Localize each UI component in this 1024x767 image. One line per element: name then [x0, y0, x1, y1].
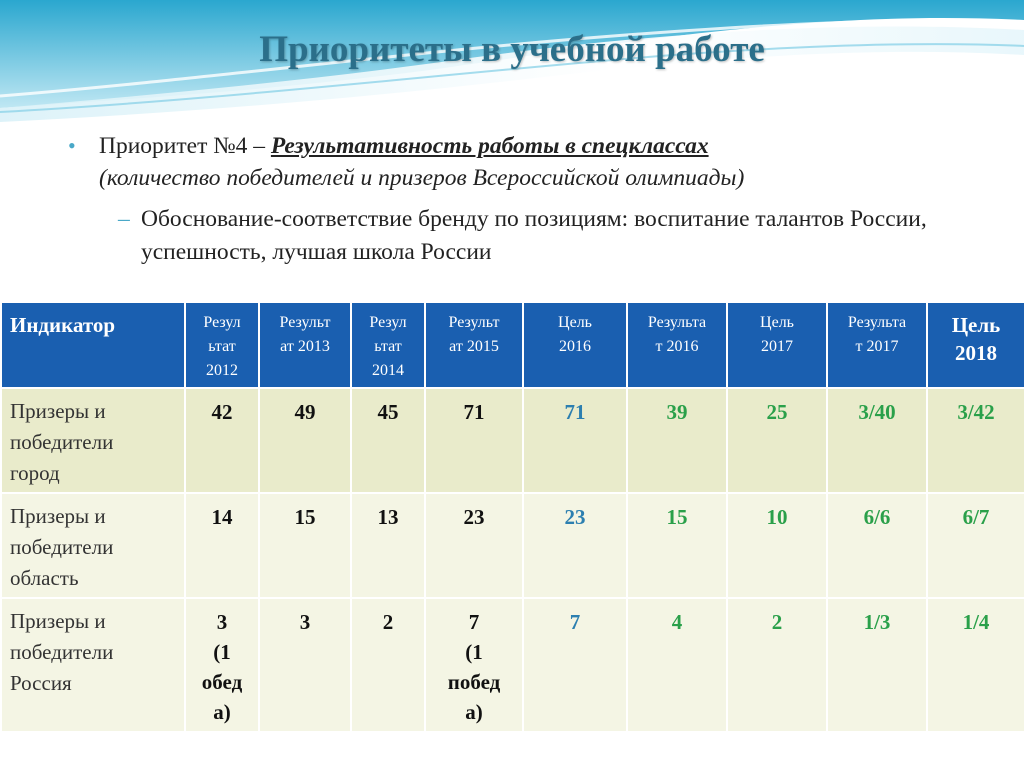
text-line: 71 [463, 400, 485, 424]
table-row [1, 388, 1024, 493]
text-line: 45 [377, 400, 399, 424]
table-row [1, 493, 1024, 598]
text-line: город [10, 461, 60, 485]
text-line: Цель [760, 314, 794, 331]
text-line: 6/6 [863, 505, 891, 529]
priority-bullet [68, 130, 1002, 194]
table-cell [727, 598, 827, 732]
table-cell [425, 388, 523, 493]
text-line: 13 [377, 505, 399, 529]
text-line: 1/4 [962, 610, 990, 634]
text-line: ьтат [374, 338, 402, 355]
text-line: Индикатор [10, 313, 116, 337]
text-line: 7 [468, 610, 480, 634]
text-line: 2 [771, 610, 783, 634]
text-line: 23 [564, 505, 586, 529]
text-line: т 2017 [855, 338, 899, 355]
text-line: область [10, 566, 79, 590]
priority-text [72, 130, 1002, 194]
header-result-2016 [627, 302, 727, 388]
sub-bullet-text: Обоснование-соответствие бренду по позициям: воспитание талантов России, успешность, лучшая школа России [141, 206, 927, 265]
text-line: а) [213, 700, 231, 724]
header-goal-2016 [523, 302, 627, 388]
text-line: 39 [666, 400, 688, 424]
table-cell [827, 598, 927, 732]
table-cell [627, 388, 727, 493]
table-cell [827, 493, 927, 598]
table-cell [827, 388, 927, 493]
text-line: 10 [766, 505, 788, 529]
text-line: 2014 [372, 362, 404, 379]
text-line: ат 2015 [449, 338, 499, 355]
text-line: 3/42 [957, 400, 995, 424]
table-cell [927, 388, 1024, 493]
text-line: 6/7 [962, 505, 990, 529]
table-cell [259, 598, 351, 732]
text-line: ьтат [208, 338, 236, 355]
header-result-2013 [259, 302, 351, 388]
row-label [1, 493, 185, 598]
page-title: Приоритеты в учебной работе [259, 29, 765, 70]
text-line: 4 [671, 610, 683, 634]
table-cell [523, 598, 627, 732]
text-line: Результ [448, 314, 500, 331]
table-cell [523, 493, 627, 598]
table-cell [523, 388, 627, 493]
table-cell [727, 388, 827, 493]
text-line: (1 [213, 640, 231, 664]
table-cell [351, 493, 425, 598]
row-label [1, 598, 185, 732]
text-line: Цель [951, 313, 1001, 337]
table-cell [259, 493, 351, 598]
table-cell [425, 493, 523, 598]
text-line: Призеры и [10, 609, 106, 633]
text-line: 2017 [761, 338, 793, 355]
bullet-dot-icon: • [68, 133, 76, 158]
text-line: победители [10, 640, 114, 664]
row-label [1, 388, 185, 493]
text-line: 3/40 [858, 400, 896, 424]
priority-paren: (количество победителей и призеров Всероссийской олимпиады) [99, 165, 745, 191]
text-line: а) [465, 700, 483, 724]
table-header-row [1, 302, 1024, 388]
table-cell [351, 598, 425, 732]
results-table [0, 301, 1024, 733]
table-cell [627, 598, 727, 732]
text-line: ат 2013 [280, 338, 330, 355]
text-line: 3 [216, 610, 228, 634]
text-line: (1 [465, 640, 483, 664]
text-line: победители [10, 430, 114, 454]
text-line: Цель [558, 314, 592, 331]
table-cell [927, 598, 1024, 732]
table-cell [927, 493, 1024, 598]
header-result-2012 [185, 302, 259, 388]
text-line: 25 [766, 400, 788, 424]
table-cell [727, 493, 827, 598]
text-line: Результ [279, 314, 331, 331]
text-line: 14 [211, 505, 233, 529]
table-cell [185, 598, 259, 732]
text-line: 42 [211, 400, 233, 424]
text-line: 2016 [559, 338, 591, 355]
text-line: обед [201, 670, 243, 694]
text-line: Призеры и [10, 504, 106, 528]
table-cell [627, 493, 727, 598]
text-line: Резул [369, 314, 407, 331]
text-line: 49 [294, 400, 316, 424]
priority-emphasis: Результативность работы в спецклассах [270, 133, 709, 159]
dash-icon: – [118, 206, 130, 232]
table-body [1, 388, 1024, 732]
priority-lead: Приоритет №4 – [99, 133, 271, 159]
header-goal-2017 [727, 302, 827, 388]
text-line: 2012 [206, 362, 238, 379]
text-line: 2 [382, 610, 394, 634]
header-indicator [1, 302, 185, 388]
text-line: Результа [647, 314, 707, 331]
table-cell [351, 388, 425, 493]
text-line: Призеры и [10, 399, 106, 423]
sub-bullet [118, 203, 998, 269]
header-goal-2018 [927, 302, 1024, 388]
text-line: 15 [666, 505, 688, 529]
text-line: Россия [10, 671, 72, 695]
table-cell [185, 388, 259, 493]
text-line: 7 [569, 610, 581, 634]
text-line: победители [10, 535, 114, 559]
text-line: Резул [203, 314, 241, 331]
text-line: Результа [847, 314, 907, 331]
header-result-2014 [351, 302, 425, 388]
table-cell [185, 493, 259, 598]
text-line: 15 [294, 505, 316, 529]
table-cell [259, 388, 351, 493]
text-line: 71 [564, 400, 586, 424]
table-cell [425, 598, 523, 732]
table-row [1, 598, 1024, 732]
text-line: 23 [463, 505, 485, 529]
text-line: 2018 [955, 341, 997, 365]
text-line: 3 [299, 610, 311, 634]
header-result-2015 [425, 302, 523, 388]
text-line: т 2016 [655, 338, 699, 355]
text-line: 1/3 [863, 610, 891, 634]
text-line: побед [447, 670, 501, 694]
header-result-2017 [827, 302, 927, 388]
